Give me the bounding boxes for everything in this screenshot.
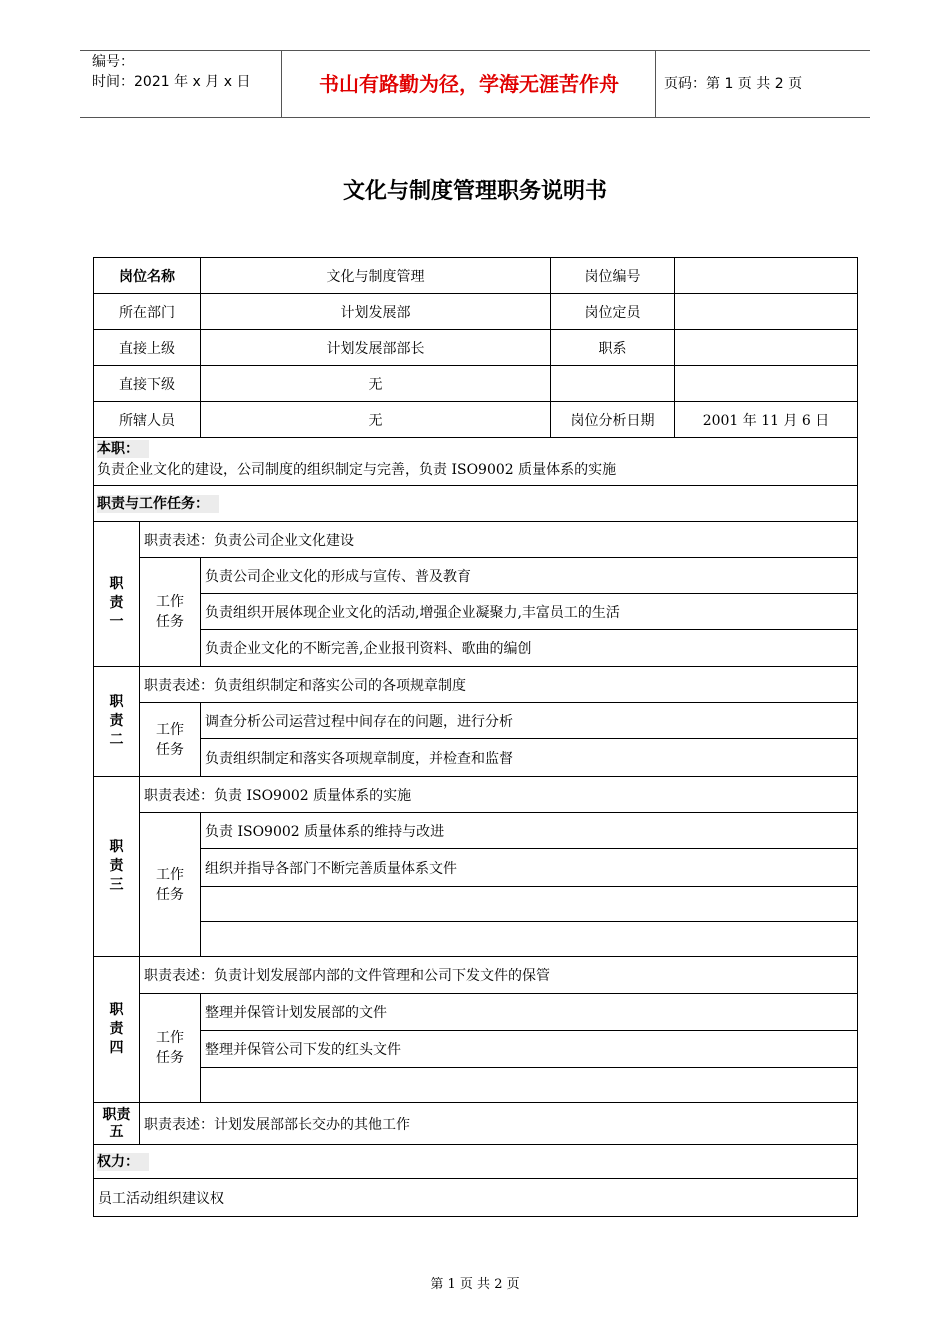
task-row [94, 630, 858, 667]
duty-label: 职 责 二 [94, 667, 140, 777]
task-label: 工作 任务 [140, 558, 201, 667]
task-item [201, 887, 858, 922]
duty-description-row [94, 1103, 858, 1145]
authority-row [94, 1179, 858, 1217]
task-item: 负责企业文化的不断完善,企业报刊资料、歌曲的编创 [201, 630, 858, 667]
header-motto: 书山有路勤为径，学海无涯苦作舟 [319, 72, 619, 96]
header-bottom-rule [80, 117, 870, 118]
authority-header-row [94, 1145, 858, 1179]
task-item: 负责组织制定和落实各项规章制度，并检查和监督 [201, 739, 858, 777]
info-label: 所在部门 [94, 294, 201, 330]
info-value [675, 366, 858, 402]
info-value [675, 330, 858, 366]
task-row [94, 994, 858, 1031]
info-label: 岗位分析日期 [551, 402, 675, 438]
authority-text: 员工活动组织建议权 [94, 1179, 858, 1217]
info-label: 直接下级 [94, 366, 201, 402]
duty-label: 职责 五 [94, 1103, 140, 1145]
header-top-rule [80, 50, 870, 51]
duty-label-text: 职 责 一 [109, 576, 124, 630]
task-row [94, 849, 858, 887]
info-row [94, 330, 858, 366]
info-label: 岗位名称 [94, 258, 201, 294]
duties-section-label: 职责与工作任务： [97, 495, 219, 513]
header-meta [92, 52, 250, 92]
duty-label: 职 责 四 [94, 957, 140, 1103]
task-row [94, 813, 858, 849]
task-item: 整理并保管计划发展部的文件 [201, 994, 858, 1031]
task-row [94, 1031, 858, 1068]
duty-description-row [94, 957, 858, 994]
header-page-info: 页码：第 1 页 共 2 页 [664, 76, 803, 92]
duty-description-row [94, 667, 858, 703]
task-row [94, 1068, 858, 1103]
info-label [551, 366, 675, 402]
task-item: 调查分析公司运营过程中间存在的问题，进行分析 [201, 703, 858, 739]
task-label: 工作 任务 [140, 994, 201, 1103]
info-value: 文化与制度管理 [201, 258, 551, 294]
main-duty-label: 本职： [97, 440, 149, 458]
duty-label [94, 522, 140, 667]
task-row [94, 703, 858, 739]
task-row [94, 594, 858, 630]
info-row [94, 258, 858, 294]
duties-header-row [94, 486, 858, 522]
task-row [94, 558, 858, 594]
info-label: 岗位定员 [551, 294, 675, 330]
info-row [94, 294, 858, 330]
header-number: 编号： [92, 54, 134, 70]
info-value [675, 294, 858, 330]
authority-label: 权力： [97, 1153, 149, 1171]
task-item [201, 922, 858, 957]
task-item: 整理并保管公司下发的红头文件 [201, 1031, 858, 1068]
task-label: 工作 任务 [140, 813, 201, 957]
task-row [94, 887, 858, 922]
info-value: 无 [201, 402, 551, 438]
task-item [201, 1068, 858, 1103]
duty-description: 职责表述：负责 ISO9002 质量体系的实施 [140, 777, 858, 813]
task-label: 工作 任务 [140, 703, 201, 777]
duty-description: 职责表述：负责公司企业文化建设 [140, 522, 858, 558]
authority-header-cell [94, 1145, 858, 1179]
info-row [94, 402, 858, 438]
duty-label: 职 责 三 [94, 777, 140, 957]
document-title: 文化与制度管理职务说明书 [342, 179, 607, 204]
duty-description-row [94, 522, 858, 558]
task-item: 负责组织开展体现企业文化的活动,增强企业凝聚力,丰富员工的生活 [201, 594, 858, 630]
info-value: 计划发展部 [201, 294, 551, 330]
duty-description-row [94, 777, 858, 813]
task-row [94, 922, 858, 957]
main-duty-text: 负责企业文化的建设，公司制度的组织制定与完善，负责 ISO9002 质量体系的实施 [97, 462, 617, 478]
duty-description: 职责表述：负责组织制定和落实公司的各项规章制度 [140, 667, 858, 703]
info-value [675, 258, 858, 294]
main-duty-row [94, 438, 858, 486]
header-time: 时间：2021 年 x 月 x 日 [92, 74, 251, 90]
header-divider [281, 50, 282, 117]
task-item: 负责 ISO9002 质量体系的维持与改进 [201, 813, 858, 849]
duties-header-cell [94, 486, 858, 522]
info-row [94, 366, 858, 402]
info-value: 2001 年 11 月 6 日 [675, 402, 858, 438]
task-row [94, 739, 858, 777]
info-value: 计划发展部部长 [201, 330, 551, 366]
header-divider [655, 50, 656, 117]
job-description-table [93, 257, 858, 1217]
task-item: 组织并指导各部门不断完善质量体系文件 [201, 849, 858, 887]
duty-description: 职责表述：计划发展部部长交办的其他工作 [140, 1103, 858, 1145]
info-label: 岗位编号 [551, 258, 675, 294]
page-footer: 第 1 页 共 2 页 [430, 1277, 520, 1292]
info-label: 直接上级 [94, 330, 201, 366]
duty-description: 职责表述：负责计划发展部内部的文件管理和公司下发文件的保管 [140, 957, 858, 994]
info-value: 无 [201, 366, 551, 402]
info-label: 职系 [551, 330, 675, 366]
info-label: 所辖人员 [94, 402, 201, 438]
task-item: 负责公司企业文化的形成与宣传、普及教育 [201, 558, 858, 594]
main-duty-cell [94, 438, 858, 486]
